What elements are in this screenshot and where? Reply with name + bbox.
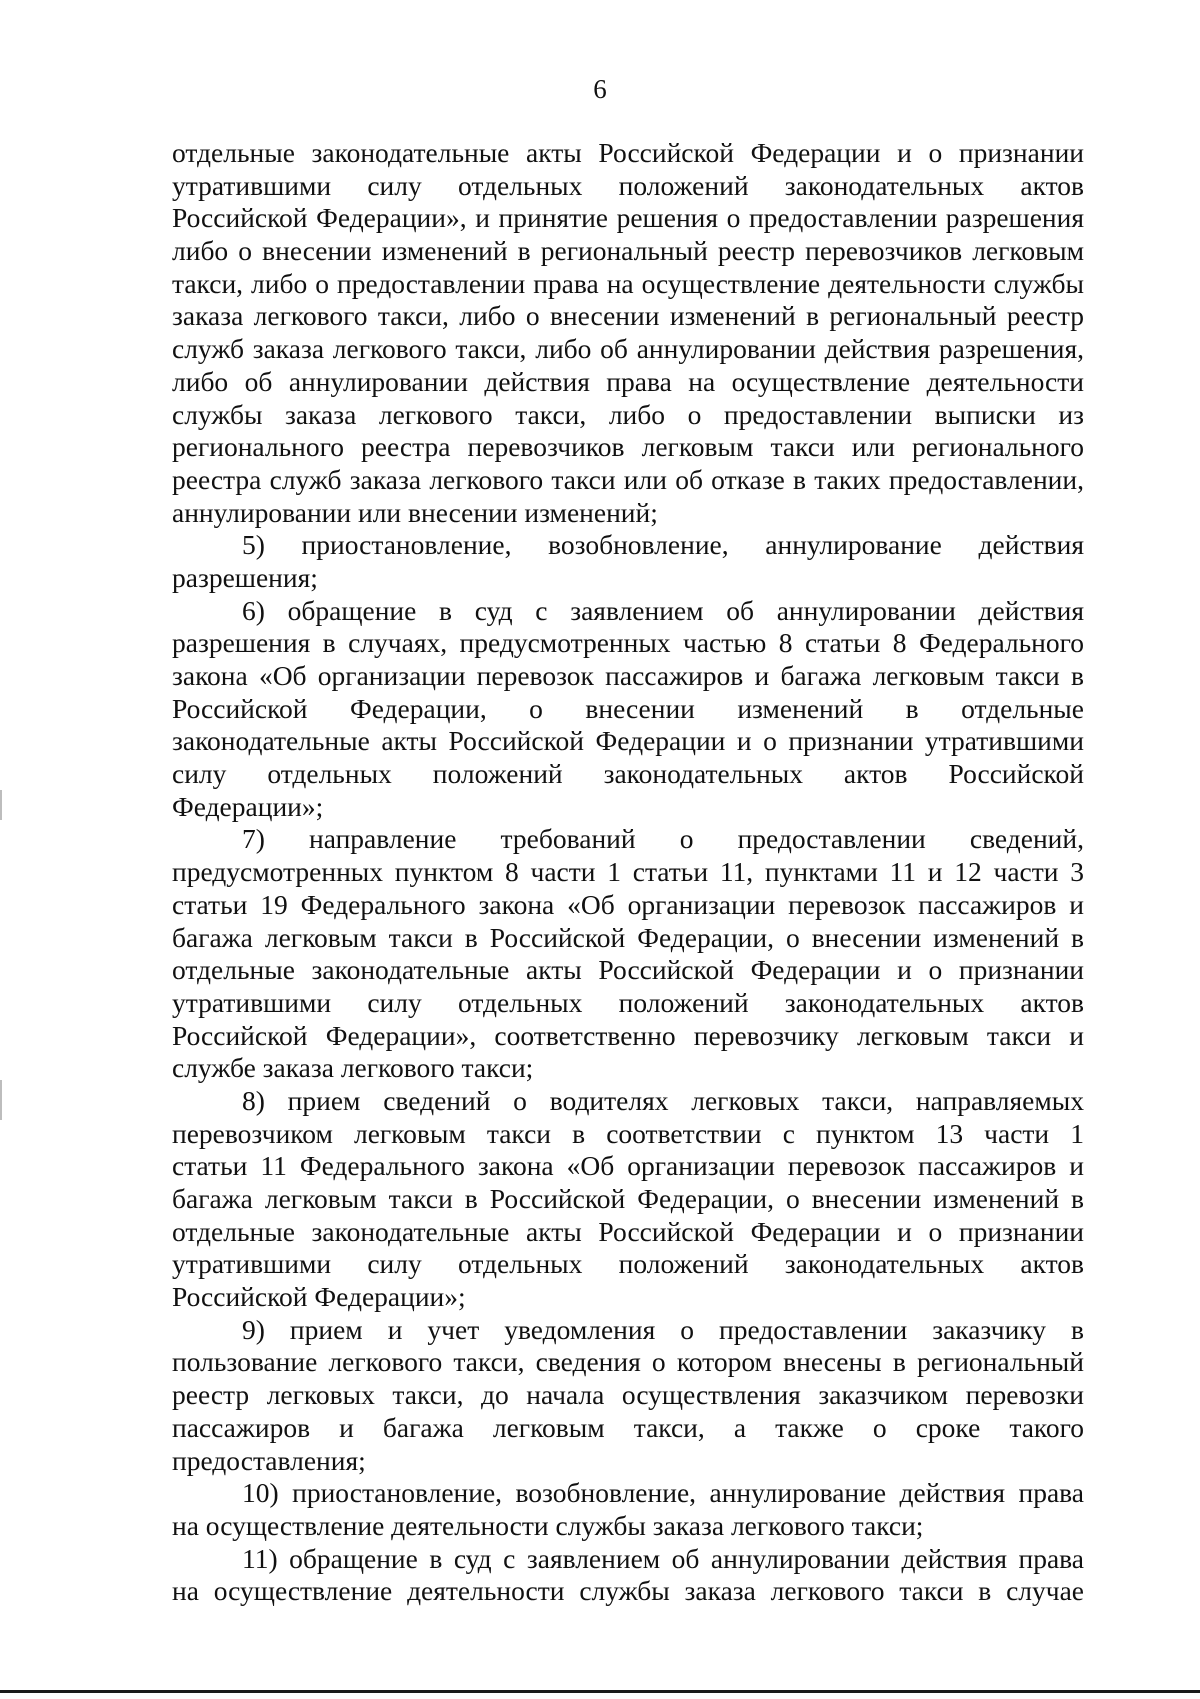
text-line: отдельные законодательные акты Российской Федерации и о признании	[172, 137, 1084, 168]
text-line: предусмотренных пунктом 8 части 1 статьи 11, пунктами 11 и 12 части 3	[172, 856, 1084, 888]
text-line: регионального реестра перевозчиков легковым такси или регионального	[172, 431, 1084, 463]
text-line: реестр легковых такси, до начала осуществления заказчиком перевозки	[172, 1379, 1084, 1411]
text-line: Федерации»;	[172, 790, 324, 822]
text-line: пользование легкового такси, сведения о котором внесены в региональный	[172, 1346, 1084, 1378]
text-line: службе заказа легкового такси;	[172, 1052, 534, 1084]
text-line: багажа легковым такси в Российской Федерации, о внесении изменений в	[172, 1183, 1084, 1214]
text-line: Российской Федерации»;	[172, 1281, 466, 1313]
text-line: утратившими силу отдельных положений законодательных актов	[172, 1248, 1084, 1280]
text-line: заказа легкового такси, либо о внесении изменений в региональный реестр	[172, 300, 1084, 332]
text-line: 8) прием сведений о водителях легковых такси, направляемых	[242, 1084, 1084, 1116]
text-line: реестра служб заказа легкового такси или об отказе в таких предоставлении,	[172, 463, 1084, 495]
page-number: 6	[593, 74, 607, 104]
text-line: 11) обращение в суд с заявлением об аннулировании действия права	[242, 1542, 1084, 1574]
text-line: на осуществление деятельности службы заказа легкового такси в случае	[172, 1575, 1084, 1607]
text-line: статьи 19 Федерального закона «Об организации перевозок пассажиров и	[172, 888, 1084, 920]
text-line: пассажиров и багажа легковым такси, а также о сроке такого	[172, 1411, 1084, 1443]
text-line: служб заказа легкового такси, либо об аннулировании действия разрешения,	[172, 333, 1084, 365]
text-line: 5) приостановление, возобновление, аннулирование действия	[242, 529, 1084, 561]
text-line: статьи 11 Федерального закона «Об организации перевозок пассажиров и	[172, 1150, 1084, 1182]
text-line: службы заказа легкового такси, либо о предоставлении выписки из	[172, 398, 1084, 430]
text-line: силу отдельных положений законодательных актов Российской	[172, 758, 1084, 790]
text-line: на осуществление деятельности службы заказа легкового такси;	[172, 1509, 924, 1541]
text-line: багажа легковым такси в Российской Федерации, о внесении изменений в	[172, 921, 1084, 953]
text-line: Российской Федерации», соответственно перевозчику легковым такси и	[172, 1019, 1084, 1051]
text-line: такси, либо о предоставлении права на осуществление деятельности службы	[172, 267, 1084, 299]
text-line: либо о внесении изменений в региональный реестр перевозчиков легковым	[172, 235, 1084, 267]
scan-bottom-edge	[0, 1690, 1200, 1693]
text-line: либо об аннулировании действия права на осуществление деятельности	[172, 365, 1084, 397]
text-line: аннулировании или внесении изменений;	[172, 496, 658, 528]
text-line: перевозчиком легковым такси в соответствии с пунктом 13 части 1	[172, 1117, 1084, 1149]
text-line: разрешения в случаях, предусмотренных частью 8 статьи 8 Федерального	[172, 627, 1084, 659]
text-line: закона «Об организации перевозок пассажиров и багажа легковым такси в	[172, 660, 1084, 691]
text-line: 9) прием и учет уведомления о предоставлении заказчику в	[242, 1313, 1084, 1345]
text-line: предоставления;	[172, 1444, 366, 1476]
text-line: 10) приостановление, возобновление, аннулирование действия права	[242, 1477, 1084, 1509]
text-line: Российской Федерации», и принятие решения о предоставлении разрешения	[172, 202, 1084, 234]
text-line: утратившими силу отдельных положений законодательных актов	[172, 169, 1084, 201]
text-line: законодательные акты Российской Федерации и о признании утратившими	[172, 725, 1084, 757]
document-body	[172, 137, 1084, 1608]
text-line: 6) обращение в суд с заявлением об аннулировании действия	[242, 594, 1084, 626]
text-line: утратившими силу отдельных положений законодательных актов	[172, 986, 1084, 1018]
text-line: разрешения;	[172, 561, 318, 593]
text-line: 7) направление требований о предоставлении сведений,	[242, 823, 1084, 855]
text-line: отдельные законодательные акты Российской Федерации и о признании	[172, 954, 1084, 986]
scan-edge-mark	[0, 790, 2, 820]
text-line: отдельные законодательные акты Российской Федерации и о признании	[172, 1215, 1084, 1247]
text-line: Российской Федерации, о внесении изменений в отдельные	[172, 692, 1084, 724]
scan-edge-mark	[0, 1080, 2, 1120]
